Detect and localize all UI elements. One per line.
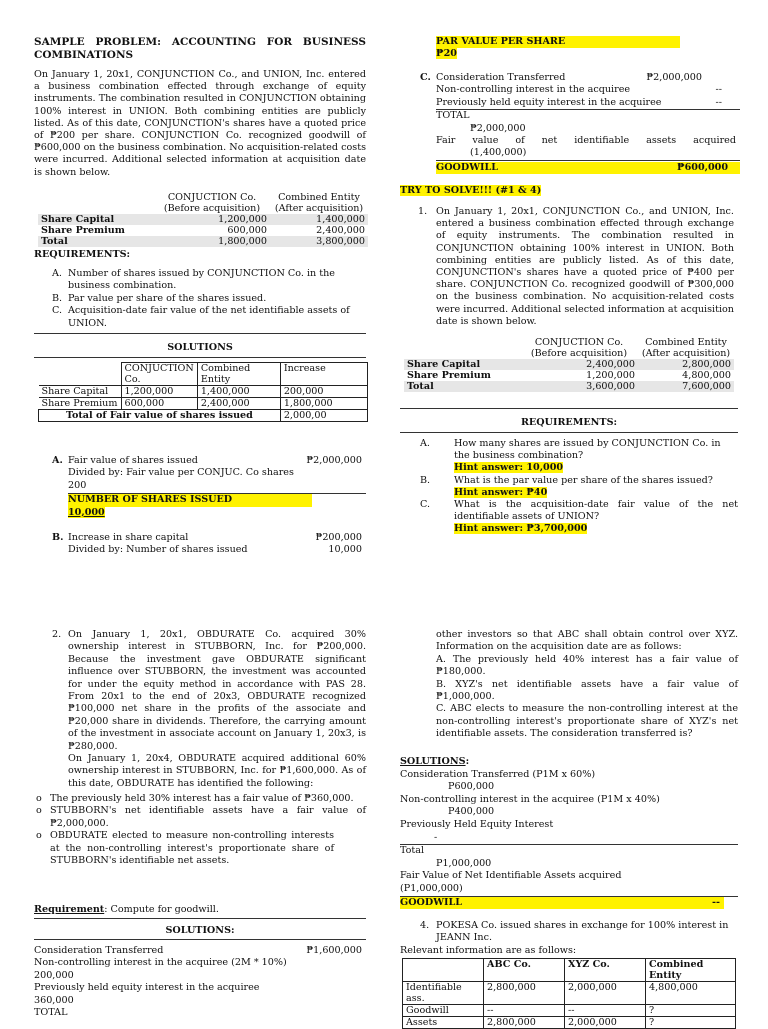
data-table	[402, 958, 736, 1029]
divider	[34, 333, 366, 334]
table-cell: 600,000	[227, 225, 267, 236]
problem-text: On January 1, 20x4, OBDURATE acquired additional 60% ownership interest in STUBBORN, Inc. for ₱1,600,000. As of this date, OBDURATE has identified the following:	[68, 753, 366, 789]
hint-label: Hint answer	[454, 462, 520, 474]
table-row	[403, 982, 736, 1005]
table-cell: 1,800,000	[154, 236, 270, 247]
solution-value: ₱2,000,000	[646, 72, 702, 83]
table-cell: 1,200,000	[586, 370, 635, 381]
divider	[34, 918, 366, 919]
problem-2-bullets: o The previously held 30% interest has a fair value of ₱360,000. o STUBBORN's net identifiable assets have a fair value of ₱2,000,000. o OBDURATE elected to measure non-controlling interests at the non-controlling interest's proportionate share of STUBBORN's identifiable net assets.	[36, 793, 366, 867]
solution-line: Previously held equity interest in the acquiree	[436, 96, 662, 108]
list-marker: C.	[420, 499, 431, 511]
solution-value: -	[400, 832, 738, 846]
solution-value: ₱2,000,000	[306, 455, 362, 466]
solution-line: Consideration Transferred	[34, 945, 164, 956]
table-cell: 2,400,000	[520, 359, 638, 370]
table-cell: 1,800,000	[280, 398, 367, 410]
solution-line: 360,000	[34, 994, 74, 1006]
goodwill-value: --	[712, 896, 720, 908]
table-header: (After acquisition)	[274, 203, 364, 214]
list-item: Par value per share of the shares issued.	[68, 292, 267, 304]
table-cell: --	[565, 1005, 646, 1017]
problem-text: On January 1, 20x1, OBDURATE Co. acquired 30% ownership interest in STUBBORN, Inc. for ₱200,000. Because the investment gave OBDURATE significant influence over STUBBORN, the investment was accounted for under the equity method in accordance with PAS 28. From 20x1 to the end of 20x3, OBDURATE recognized ₱100,000 net share in the profits of the associate and ₱20,000 share in dividends. Therefore, the carrying amount of the investment in associate account on January 1, 20x3, is ₱280,000.	[68, 629, 366, 752]
solution-line: TOTAL	[436, 110, 470, 122]
table-header: ABC Co.	[484, 959, 565, 982]
list-item: What is the par value per share of the shares issued?	[454, 474, 713, 486]
table-header	[403, 959, 484, 982]
table-header: Combined Entity	[197, 363, 280, 386]
solution-line: Previously Held Equity Interest	[400, 818, 554, 830]
requirements-list	[420, 438, 738, 536]
list-item: OBDURATE elected to measure non-controlling interests at the non-controlling interest's proportionate share of STUBBORN's identifiable net assets.	[50, 830, 334, 867]
list-item: Acquisition-date fair value of the net identifiable assets of UNION.	[68, 305, 350, 329]
table-header: (Before acquisition)	[163, 203, 261, 214]
divider	[34, 939, 366, 940]
table-header: (Before acquisition)	[530, 348, 628, 359]
list-marker: C.	[420, 72, 431, 83]
list-marker: B.	[52, 532, 64, 543]
table-cell: Goodwill	[403, 1005, 484, 1017]
solution-line: Non-controlling interest in the acquiree (P1M x 40%)	[400, 793, 660, 805]
solution-line: 200,000	[34, 969, 74, 981]
solution-line: Consideration Transferred	[436, 72, 566, 83]
table-cell: --	[484, 1005, 565, 1017]
table-cell: ?	[646, 1017, 736, 1029]
row-label: Share Premium	[41, 225, 125, 236]
requirements-heading: REQUIREMENTS:	[520, 417, 618, 428]
requirement-2	[34, 904, 219, 915]
result-label: NUMBER OF SHARES ISSUED	[68, 494, 312, 506]
table-cell: 2,000,000	[565, 982, 646, 1005]
list-marker: A.	[52, 268, 62, 279]
solution-line: Increase in share capital	[68, 532, 189, 543]
solution-value: P600,000	[448, 781, 495, 793]
problem-text: Relevant information are as follows:	[400, 945, 577, 956]
table-row	[403, 1017, 736, 1029]
solution-line: TOTAL	[34, 1007, 68, 1019]
table-header: CONJUCTION Co.	[167, 192, 257, 203]
list-item: Number of shares issued by CONJUNCTION Co. in the business combination.	[68, 268, 335, 292]
problem-text: On January 1, 20x1, CONJUNCTION Co., and UNION, Inc. entered a business combination effected through exchange of equity instruments. The combination resulted in CONJUNCTION obtaining 100% interest in UNION. Both combining entities are publicly listed. As of this date, CONJUNCTION's shares have a quoted price of ₱400 per share. CONJUNCTION Co. recognized goodwill of ₱300,000 on the business combination. No acquisition-related costs were incurred. Additional selected information at acquisition date is shown below.	[436, 206, 734, 327]
solution-line: Non-controlling interest in the acquiree	[436, 84, 631, 96]
requirements-heading: REQUIREMENTS:	[34, 249, 131, 260]
row-label: Share Premium	[39, 398, 122, 410]
solution-line: Total	[400, 845, 425, 857]
requirement-text: : Compute for goodwill.	[104, 904, 219, 915]
problem-text: C. ABC elects to measure the non-controlling interest at the non-controlling interest's proportionate share of XYZ's net identifiable assets. The consideration transferred is?	[436, 703, 738, 740]
table-cell: 2,400,000	[316, 225, 365, 236]
solution-3	[400, 756, 738, 909]
table-header: Combined Entity	[646, 959, 736, 982]
list-item: What is the acquisition-date fair value of the net identifiable assets of UNION?	[454, 499, 738, 523]
table-row	[403, 1005, 736, 1017]
info-table	[38, 192, 368, 247]
solution-line: Fair Value of Net Identifiable Assets acquired	[400, 870, 622, 882]
table-cell: 2,400,000	[197, 398, 280, 410]
result-value: ₱20	[436, 48, 457, 60]
row-label: Share Capital	[39, 386, 122, 398]
solution-line: 200	[68, 479, 87, 491]
table-cell: ?	[646, 1005, 736, 1017]
solution-value: --	[715, 84, 722, 96]
problem-text: other investors so that ABC shall obtain control over XYZ. Information on the acquisition date are as follows:	[436, 629, 738, 653]
table-cell: 4,800,000	[646, 982, 736, 1005]
table-header: Increase	[280, 363, 367, 386]
heading-colon: :	[465, 756, 470, 767]
table-cell: 1,400,000	[197, 386, 280, 398]
problem-3	[436, 629, 738, 741]
solution-line: Non-controlling interest in the acquiree (2M * 10%)	[34, 957, 287, 969]
divider	[400, 432, 738, 433]
solution-line: ₱2,000,000	[470, 122, 526, 134]
list-marker: 2.	[52, 629, 62, 640]
table-cell: 3,800,000	[270, 236, 368, 247]
document-title: SAMPLE PROBLEM: ACCOUNTING FOR BUSINESS COMBINATIONS	[34, 36, 366, 61]
intro-paragraph: On January 1, 20x1, CONJUNCTION Co., and UNION, Inc. entered a business combination effected through exchange of equity instruments. The combination resulted in CONJUNCTION obtaining 100% interest in UNION. Both combining entities are publicly listed. As of this date, CONJUNCTION's shares have a quoted price of ₱200 per share. CONJUNCTION Co. recognized goodwill of ₱600,000 on the business combination. No acquisition-related costs were incurred. Additional selected information at acquisition date is shown below.	[34, 69, 366, 178]
hint-value: : ₱40	[519, 486, 548, 498]
table-header: CONJUCTION Co.	[534, 337, 624, 348]
result-value: 10,000	[68, 506, 105, 518]
table-cell: 1,200,000	[154, 214, 270, 225]
goodwill-label: GOODWILL	[400, 896, 462, 908]
table-cell: 2,000,000	[565, 1017, 646, 1029]
requirements-list	[52, 268, 366, 330]
row-label: Share Capital	[38, 214, 154, 225]
table-cell: 1,400,000	[270, 214, 368, 225]
solution-value: P400,000	[448, 806, 495, 818]
problem-2	[52, 629, 366, 790]
divider	[400, 408, 738, 409]
solution-line: Fair value of net identifiable assets acquired	[436, 135, 736, 147]
list-marker: B.	[420, 474, 431, 486]
total-label: Total of Fair value of shares issued	[39, 410, 281, 422]
solution-b	[52, 532, 366, 557]
solutions-table	[38, 362, 368, 422]
solution-line: Divided by: Number of shares issued	[68, 544, 248, 556]
solution-line: Consideration Transferred (P1M x 60%)	[400, 768, 596, 780]
try-to-solve-heading: TRY TO SOLVE!!! (#1 & 4)	[400, 185, 542, 196]
table-cell: Assets	[403, 1017, 484, 1029]
list-marker: C.	[52, 305, 63, 317]
list-marker: 1.	[418, 206, 428, 217]
hint-value: : 10,000	[519, 462, 564, 474]
solution-value: P1,000,000	[436, 857, 492, 869]
table-cell: 3,600,000	[520, 381, 638, 392]
table-cell: 1,200,000	[121, 386, 197, 398]
table-cell: 7,600,000	[638, 381, 734, 392]
problem-text: A. The previously held 40% interest has a fair value of ₱180,000.	[436, 653, 738, 678]
list-item: How many shares are issued by CONJUNCTION Co. in the business combination?	[454, 438, 721, 462]
table-header: XYZ Co.	[565, 959, 646, 982]
table-cell: 600,000	[121, 398, 197, 410]
table-header: Combined Entity	[278, 192, 360, 203]
list-item: STUBBORN's net identifiable assets have a fair value of ₱2,000,000.	[50, 805, 366, 829]
solution-line: Divided by: Fair value per CONJUC. Co shares	[68, 467, 294, 479]
table-cell: 2,800,000	[638, 359, 734, 370]
requirement-label: Requirement	[34, 904, 105, 915]
solution-2	[34, 945, 366, 1019]
solution-line: (1,400,000)	[436, 147, 740, 160]
table-cell: 200,000	[280, 386, 367, 398]
table-header: (After acquisition)	[641, 348, 731, 359]
solution-a	[52, 455, 366, 519]
goodwill-label: GOODWILL	[436, 161, 498, 173]
solution-value: --	[715, 96, 722, 108]
row-label: Share Premium	[407, 370, 491, 381]
result-label: PAR VALUE PER SHARE	[436, 36, 680, 48]
solution-value: (P1,000,000)	[400, 883, 738, 897]
row-label: Total	[404, 381, 520, 392]
problem-text: POKESA Co. issued shares in exchange for 100% interest in JEANN Inc.	[436, 920, 729, 944]
table-header: CONJUCTION Co.	[121, 363, 197, 386]
solutions-heading: SOLUTIONS	[167, 342, 233, 353]
hint-value: : ₱3,700,000	[519, 523, 588, 535]
solution-c	[420, 72, 740, 174]
row-label: Total	[38, 236, 154, 247]
hint-label: Hint answer	[454, 486, 520, 498]
solutions-heading: SOLUTIONS:	[165, 925, 235, 936]
solution-line: Previously held equity interest in the acquiree	[34, 982, 260, 994]
table-cell: 2,800,000	[484, 982, 565, 1005]
solution-value: 10,000	[328, 544, 362, 556]
table-cell: 2,800,000	[484, 1017, 565, 1029]
par-value-block	[436, 36, 680, 61]
hint-label: Hint answer	[454, 523, 520, 535]
list-item: The previously held 30% interest has a fair value of ₱360,000.	[50, 793, 354, 804]
info-table	[404, 337, 734, 392]
problem-4	[420, 920, 738, 945]
list-marker: B.	[52, 292, 63, 304]
list-marker: A.	[420, 438, 430, 449]
solution-value: ₱1,600,000	[306, 945, 362, 956]
goodwill-value: ₱600,000	[677, 161, 728, 173]
problem-text: B. XYZ's net identifiable assets have a fair value of ₱1,000,000.	[436, 678, 738, 703]
solution-line: Fair value of shares issued	[68, 455, 198, 466]
list-marker: A.	[52, 455, 63, 466]
solution-value: ₱200,000	[315, 532, 362, 543]
table-cell: Identifiable ass.	[403, 982, 484, 1005]
total-value: 2,000,00	[280, 410, 367, 422]
list-marker: 4.	[420, 920, 430, 931]
divider	[34, 357, 366, 358]
table-cell: 4,800,000	[682, 370, 731, 381]
problem-1	[418, 206, 734, 328]
table-header	[39, 363, 122, 386]
table-header: Combined Entity	[645, 337, 727, 348]
solutions-heading: SOLUTIONS	[400, 756, 466, 767]
row-label: Share Capital	[404, 359, 520, 370]
